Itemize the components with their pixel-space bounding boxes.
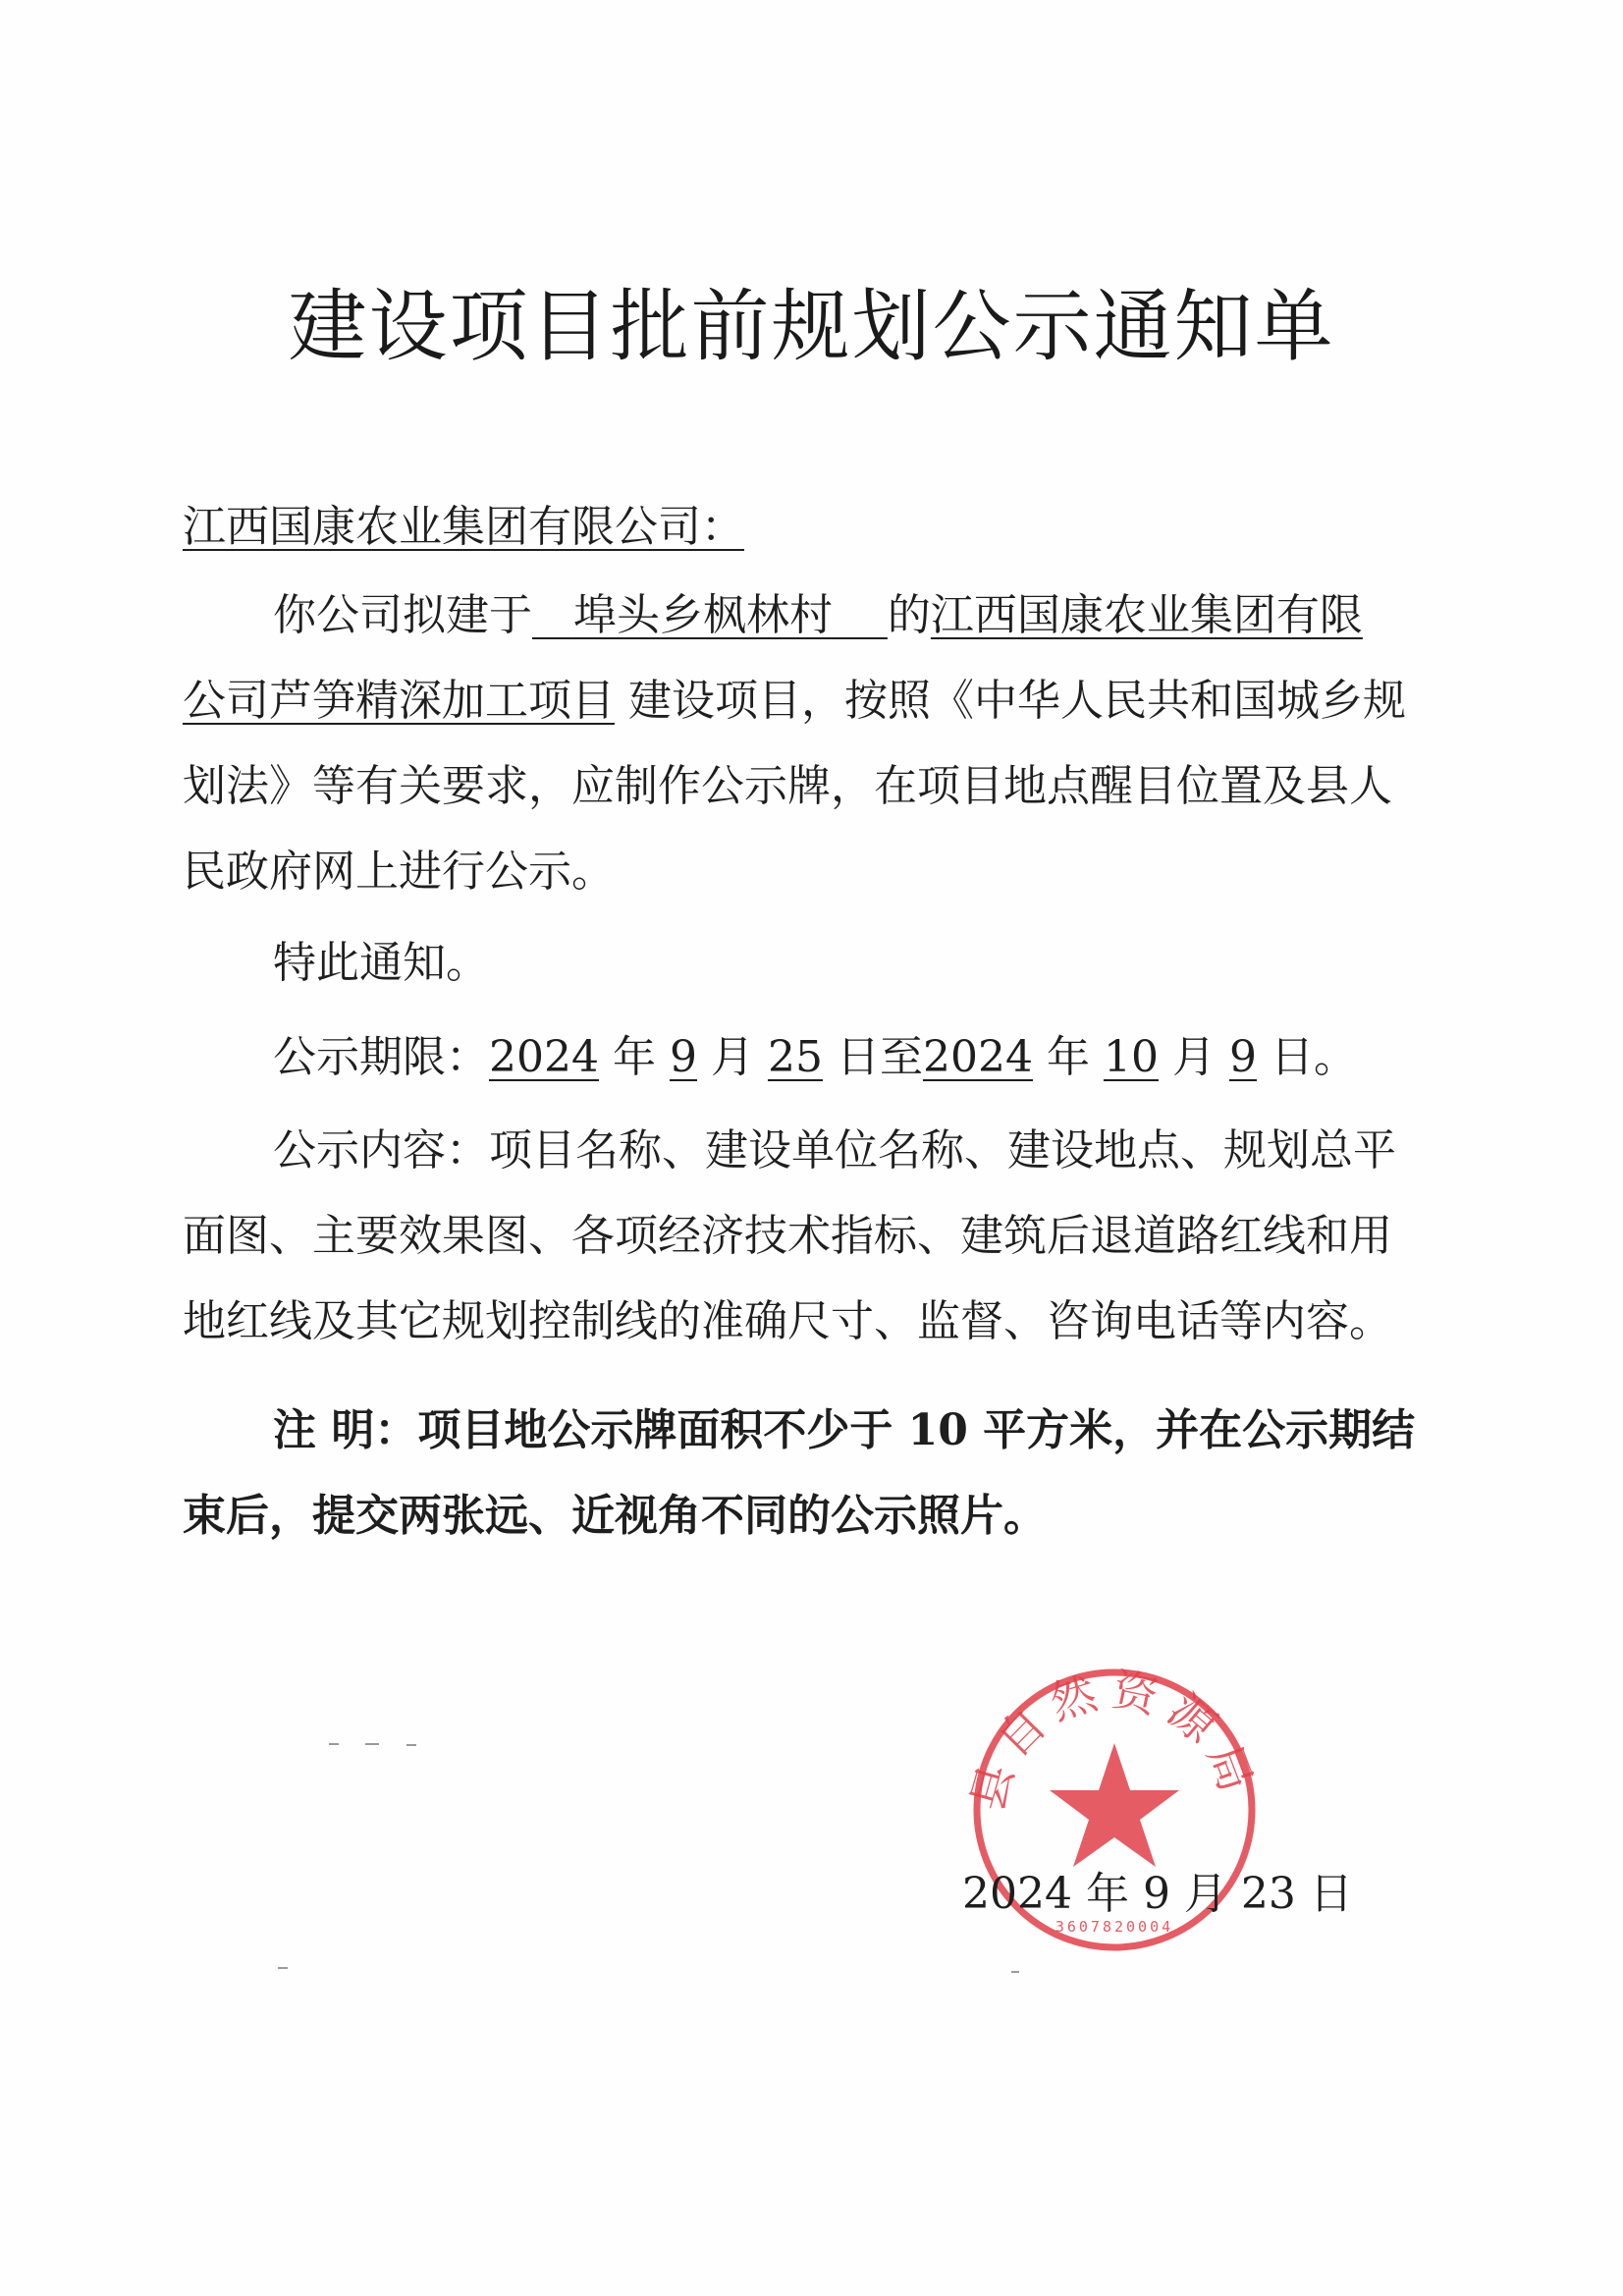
- scan-speck: [365, 1743, 379, 1745]
- to-char: 至: [879, 1032, 923, 1082]
- note-line-2: 束后，提交两张远、近视角不同的公示照片。: [183, 1491, 1047, 1541]
- start-day: 25: [767, 1032, 823, 1082]
- project-name-part-1: 江西国康农业集团有限: [930, 590, 1363, 640]
- start-year: 2024: [489, 1032, 599, 1082]
- addressee-text: 江西国康农业集团有限公司：: [183, 502, 744, 552]
- day-char: 日: [836, 1032, 880, 1082]
- start-month: 9: [669, 1032, 697, 1082]
- scan-speck: [406, 1744, 416, 1746]
- note-line-1: 注 明：项目地公示牌面积不少于 10 平方米，并在公示期结: [273, 1405, 1416, 1455]
- end-year: 2024: [922, 1032, 1033, 1082]
- period-label: 公示期限：: [273, 1032, 489, 1082]
- end-day: 9: [1228, 1032, 1257, 1082]
- month-char: 月: [1171, 1032, 1216, 1082]
- scan-speck: [329, 1743, 339, 1745]
- seal-star-icon: [1050, 1743, 1179, 1867]
- paragraph-1-line-1: [273, 579, 1363, 642]
- text-segment: 的: [887, 590, 931, 640]
- paragraph-1-line-2: [183, 665, 1406, 728]
- paragraph-1-line-4: 民政府网上进行公示。: [183, 847, 615, 897]
- project-location: [532, 590, 888, 640]
- end-month: 10: [1103, 1032, 1159, 1082]
- project-name-part-2: 公司芦笋精深加工项目: [183, 676, 615, 726]
- signature-date: 2024 年 9 月 23 日: [962, 1869, 1353, 1919]
- paragraph-1-line-3: 划法》等有关要求，应制作公示牌，在项目地点醒目位置及县人: [183, 761, 1392, 811]
- content-line-1: 公示内容：项目名称、建设单位名称、建设地点、规划总平: [273, 1125, 1396, 1175]
- seal-text-path: 县自然资源局: [960, 1662, 1267, 1817]
- addressee: [183, 491, 744, 554]
- year-char: 年: [1046, 1032, 1090, 1082]
- text-segment: 建设项目，按照《中华人民共和国城乡规: [628, 676, 1406, 726]
- official-seal: [957, 1645, 1271, 1989]
- text-segment: 你公司拟建于: [273, 590, 532, 640]
- seal-number: 3607820004: [1055, 1918, 1174, 1936]
- year-char: 年: [612, 1032, 656, 1082]
- paragraph-2: 特此通知。: [273, 938, 489, 988]
- scan-speck: [278, 1967, 288, 1969]
- end-tail: 日。: [1270, 1032, 1357, 1082]
- content-line-2: 面图、主要效果图、各项经济技术指标、建筑后退道路红线和用: [183, 1211, 1392, 1261]
- document-title: 建设项目批前规划公示通知单: [288, 281, 1335, 372]
- publicity-period: [273, 1021, 1357, 1084]
- content-line-3: 地红线及其它规划控制线的准确尺寸、监督、咨询电话等内容。: [183, 1296, 1392, 1346]
- month-char: 月: [710, 1032, 754, 1082]
- location-text: 埠头乡枫林村: [572, 590, 833, 640]
